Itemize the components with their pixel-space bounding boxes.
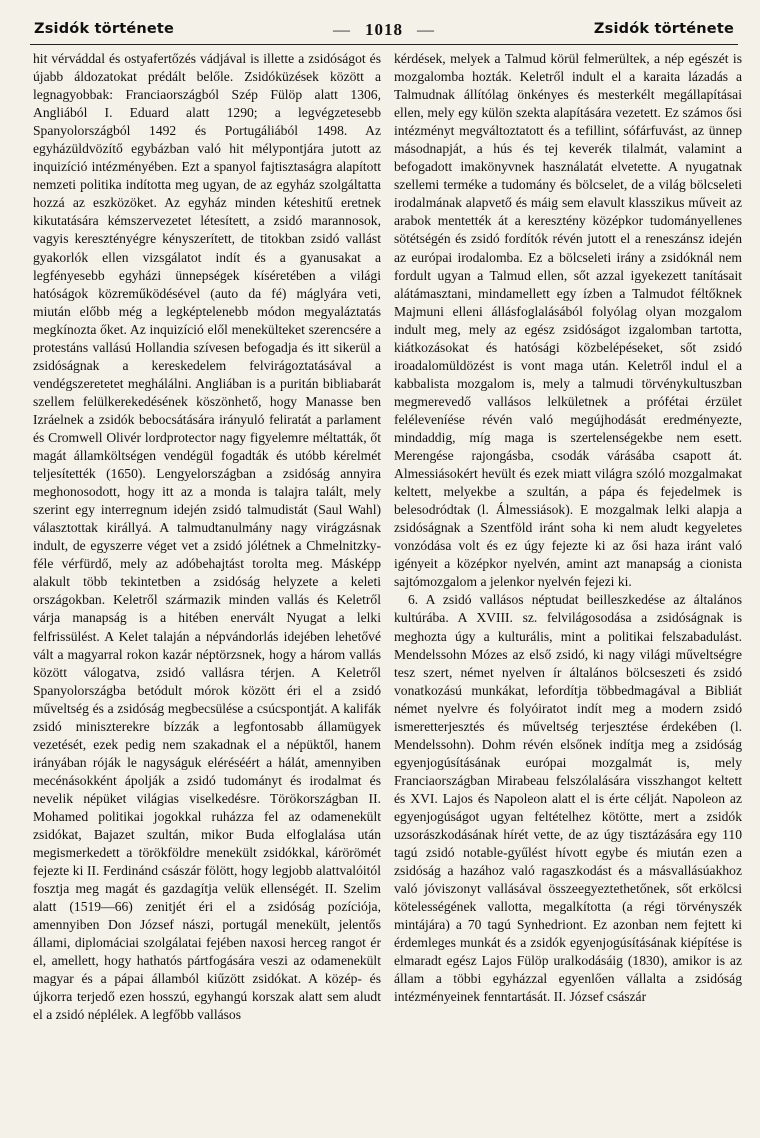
right-column: [394, 50, 742, 1130]
running-title-left: Zsidók története: [34, 21, 175, 37]
right-paragraph-1: kérdések, melyek a Talmud körül felmerültek, a nép egészét is mozgalomba hozták. Keletről indult el a karaita lázadás a Talmudnak állítólag önkényes és mesterkélt megállapításai ellen, mely egy külön szekta alapítására vezetett. Ez számos ősi intézményt megváltoztatott és a tefillint, sófárfuvást, az ünnep másodnapját, a hús és tej keverék tilalmát, valamint a befogadott imakönyvnek használatát elvetette. A nyugatnak szellemi terméke a tudomány és bölcselet, de a világ bölcseleti irodalmának alapvető és máig sem elavult klasszikus műveit az arabok mentették át a keresztény középkor tudományellenes sötétségén és zsidó fordítók révén jutott el a reneszánsz idején az európai irodalomba. Ez a bölcseleti irány a zsidóknál nem fordult ugyan a Talmud ellen, sőt azzal igyekezett tanításait alátámasztani, mindamellett egy ízben a Talmudot féltőknek Majmuni elleni állásfoglalásából folyólag olyan mozgalom indult meg, mely az egész zsidóságot izgalomban tartotta, kiátkozásokat és hatósági közbelépéseket, sőt zsidó iroadalomüldözést is vont maga után. Keletről indul el a kabbalista mozgalom is, mely a talmudi törvénykultuszban megmerevedő vallásos lelkületnek a prófétai érzület feléleveníése révén való megújhodását eredményezte, mindaddig, míg maga is szertelenségekbe nem esett. Merengése rajongásba, csodák várásába csapott át. Almessiásokért hevült és ezek miatt világra szóló mozgalmakat keltett, melyekbe a szultán, a pápa és fejedelmek is belesodródtak (l. Álmessiások). E mozgalmak lelki alapja a zsidóságnak a Szentföld iránt soha ki nem aludt kegyeletes vonzódása volt és ez úgy fejezte ki az ősi haza iránt való igényeit a középkor nyelvén, amint azt manapság a cionista sajtómozgalom a jelenkor nyelvén fejezi ki.: [394, 51, 742, 590]
page-header: [30, 18, 738, 45]
left-paragraph-1: hit vérváddal és ostyafertőzés vádjával is illette a zsidóságot és újabb áldozatokat prédált belőle. Zsidóküzések között a legnagyobbak: Franciaországból Szép Fülöp alatt 1306, Angliából I. Eduard alatt 1290; a legvégzetesebb Spanyolországból 1492 és Portugáliából 1498. Az egyházüldvözítő egybázban való hit mélypontjára jutott az inquizíció intézményében. Ezt a spanyol fajtisztaságra alapított nemzeti politika indította meg ugyan, de az egyház szolgáltatta hozzá az eszközöket. Az egyház minden kéteshitű eretnek kikutatására kémszervezetet létesített, a zsidó marannosok, vagyis keresztényégre kényszerített, de titokban zsidó vallást gyakorlók ellen vizsgálatot indít és a gyanusakat a legfényesebb egyházi ünnepségek kíséretében a világi hatóságok közreműködésével (auto da fé) máglyára veti, miután előbb még a legképtelenebb módon megyaláztatás megkínozta őket. Az inquizíció elől menekülteket szerencsére a protestáns vallású Hollandia szívesen befogadja és itt sikerül a zsidóságnak a kereskedelem felvirágoztatásával a vendégszeretetet meghálálni. Angliában is a puritán bibliabarát szellem felülkerekedésének köszönhető, hogy Manasse ben Izráelnek a zsidók bebocsátására irányuló feliratát a parlament és Cromwell Olivér lordprotector nagy figyelemre méltatták, őt magát államköltségen vendégül fogadták és utóbb kérelmét teljesítették (1650). Lengyelországban a zsidóság annyira meghonosodott, hogy itt az a monda is talajra talált, mely szerint egy interregnum idején zsidó talmudistát (Saul Wahl) választottak királlyá. A talmudtanulmány nagy virágzásnak indult, de egyszerre véget vet a zsidó jólétnek a Chmelnitzky-féle vérfürdő, mely az adóbehajtást torolta meg. Másképp alakult több tekintetben a zsidóság helyzete a keleti országokban. Keletről származik minden vallás és Keletről várja manapság is a hitében enervált Nyugat a lelki felfrissülést. A Kelet talaján a népvándorlás idejében lehetővé vált a magyarral rokon kazár néptörzsnek, hogy a három vallás között válogatva, zsidó vallásra térjen. A Keletről Spanyolországba betódult mórok között éri el a zsidó műveltség és a zsidóság megbecsülése a csúcspontját. A kalifák zsidó miniszterekre bízzák a legfontosabb államügyek vezetését, ezek pedig nem szakadnak el a népüktől, hanem irányában róják le nagyságuk eléréséért a hálát, amennyiben mecénásokként ápolják a zsidó tudományt és irodalmat és nevelik népüket világias viselkedésre. Törökországban II. Mohamed politikai jogokkal ruházza fel az odamenekült zsidókat, Bajazet szultán, mikor Buda elfoglalása után megismerkedett a törökföldre menekült zsidókkal, kárörömét fejezte ki II. Ferdinánd császár fölött, hogy legjobb alattvalóitól fosztja meg magát és gazdagítja velük ellenségét. II. Szelim alatt (1519—66) zenitjét éri el a zsidóság pozíciója, amennyiben Don József nászi, portugál menekült, jelentős állami, diplomáciai szolgálatai fejében naxosi herceg rangot ér el, amellett, hogy hathatós pártfogására veszi az odamenekült magyar és a pápai államból kiűzött zsidókat. A közép- és újkorra terjedő ezen hosszú, egyhangú korszak alatt sem aludt el a zsidó néplélek. A legfőbb vallásos: [33, 51, 381, 1023]
left-column: [33, 50, 381, 1130]
page-number-wrap: — 1018 —: [333, 20, 435, 39]
right-paragraph-2: 6. A zsidó vallásos néptudat beilleszkedése az általános kultúrába. A XVIII. sz. felvilágosodása a zsidóságnak is meghozta úgy a kulturális, mint a politikai felszabadulást. Mendelssohn Mózes az első zsidó, ki nagy világi műveltségre tesz szert, német nyelven ír általános bölcseszeti és zsidó vonatkozású munkákat, lefordítja többedmagával a Bibliát német nyelvre és folyóiratot indít meg a modern zsidó ismeretterjesztés és műveltség terjesztése érdekében (l. Mendelssohn). Dohm révén elsőnek indítja meg a zsidóság egyenjogúsításának európai mozgalmát is, mely Franciaországban Mirabeau felszólalására visszhangot keltett és XVI. Lajos és Napoleon alatt el is érte célját. Napoleon az egyenjogúságot ugyan feltételhez kötötte, mert a zsidók uzsorászkodásának hírét vette, de az úgy tisztázására egy 110 tagú zsidó notable-gyűlést hívott egybe és miután ezen a zsidóság a hazához való ragaszkodást és a másvallásúakhoz való jóviszonyt vallásával összeegyeztethetőnek, sőt erkölcsi kötelességének vallotta, megalkította (a régi törvényszék mintájára) a 70 tagú Synhedriont. Ez azonban nem fejtett ki érdemleges munkát és a zsidók egyenjogúsításának kiépítése is elmaradt egész Lajos Fülöp uralkodásáig (1830), amikor is az állam a többi egyházzal egyenlően vállalta a zsidóság intézményeinek fenntartását. II. József császár: [394, 592, 742, 1005]
running-title-right: Zsidók története: [593, 21, 734, 37]
page-number: 1018: [365, 20, 403, 39]
